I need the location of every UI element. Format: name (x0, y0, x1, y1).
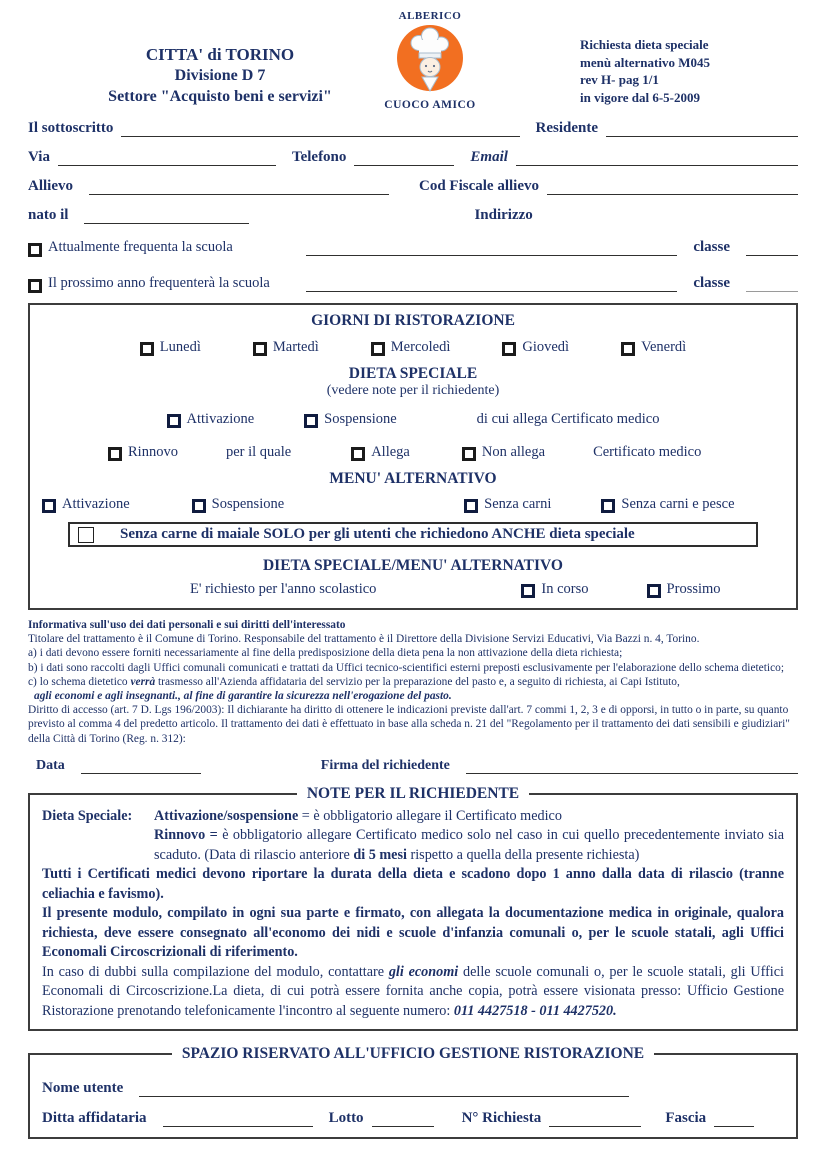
label-attualmente-frequenta: Attualmente frequenta la scuola (48, 239, 233, 255)
doc-rev: rev H- pag 1/1 (580, 72, 659, 87)
checkbox-prossimo-anno[interactable] (28, 279, 42, 293)
subtitle-dieta-speciale: (vedere note per il richiedente) (326, 383, 500, 398)
header (28, 10, 798, 111)
input-line-email[interactable] (516, 148, 798, 166)
row-dieta-attivazione (40, 411, 786, 428)
label-classe-2: classe (693, 275, 730, 291)
checkbox-rinnovo[interactable] (108, 447, 122, 461)
checkbox-dieta-sospensione[interactable] (304, 414, 318, 428)
label-menu-attivazione: Attivazione (62, 496, 130, 512)
label-certificato-medico: Certificato medico (593, 444, 702, 460)
label-prossimo-anno: Il prossimo anno frequenterà la scuola (48, 275, 270, 291)
city-title: CITTA' di TORINO (145, 45, 295, 64)
title-dieta-speciale: DIETA SPECIALE (348, 365, 478, 382)
checkbox-senza-carni[interactable] (464, 499, 478, 513)
input-line-allievo[interactable] (89, 177, 389, 195)
label-richiesto-anno: E' richiesto per l'anno scolastico (190, 581, 377, 597)
label-dieta-attivazione: Attivazione (186, 411, 255, 427)
input-line-sottoscritto[interactable] (121, 119, 519, 137)
privacy-pd: Diritto di accesso (art. 7 D. Lgs 196/2003): Il dichiarante ha diritto di ottenere le indicazioni previste dall'art. 7 commi 1, 2, 3 e di opporsi, in tutto o in parte, su quanto previsto al comma 4 del predetto articolo. Il trattamento dei dati è effettuato in base alla scheda n. 21 del "Regolamento per il trattamento dei dati sensibili e giudiziari" della Città di Torino (Reg. n. 312): (28, 704, 790, 745)
doc-date: in vigore dal 6-5-2009 (580, 89, 701, 105)
privacy-pc2: agli economi e agli insegnanti., al fine di garantire la sicurezza nell'erogazione del pasto. (34, 690, 452, 703)
input-line-data[interactable] (81, 756, 201, 774)
row-nato-il (28, 206, 798, 224)
privacy-notice (28, 618, 798, 746)
label-menu-sospensione: Sospensione (211, 496, 285, 512)
input-line-cod-fiscale[interactable] (547, 177, 798, 195)
input-line-via[interactable] (58, 148, 276, 166)
ufficio-legend: SPAZIO RISERVATO ALL'UFFICIO GESTIONE RISTORAZIONE (181, 1045, 645, 1063)
label-via: Via (28, 149, 50, 165)
label-allega: Allega (371, 444, 410, 460)
checkbox-giovedi[interactable] (502, 342, 516, 356)
label-classe-1: classe (693, 239, 730, 255)
checkbox-mercoledi[interactable] (371, 342, 385, 356)
row-scuola-attuale (28, 238, 798, 256)
note-dieta-speciale: Dieta Speciale: Attivazione/sospensione = è obbligatorio allegare il Certificato medico Rinnovo = è obbligatorio allegare Certificato medico solo nel caso in cui quello precedentemente inviato sia scaduto. (Data di rilascio anteriore di 5 mesi rispetto a quella della presente richiesta) (42, 807, 784, 866)
row-via (28, 148, 798, 166)
label-fascia: Fascia (665, 1110, 707, 1127)
checkbox-senza-maiale[interactable] (78, 527, 94, 543)
input-line-nome-utente[interactable] (139, 1079, 629, 1097)
label-venerdi: Venerdì (641, 339, 687, 355)
row-scuola-prossima (28, 274, 798, 292)
label-senza-maiale: Senza carne di maiale SOLO per gli utenti che richiedono ANCHE dieta speciale (120, 526, 635, 542)
input-line-nato-il[interactable] (84, 206, 249, 224)
note-dieta-label: Dieta Speciale: (42, 807, 133, 824)
privacy-pa: a) i dati devono essere forniti necessariamente al fine della predisposizione della dieta pena la non attivazione della dieta richiesta; (28, 647, 623, 660)
label-data: Data (36, 757, 65, 773)
logo-top-text: ALBERICO (398, 10, 462, 22)
label-n-richiesta: N° Richiesta (461, 1110, 542, 1127)
note-legend: NOTE PER IL RICHIEDENTE (306, 784, 520, 802)
logo-bottom-text: CUOCO AMICO (384, 99, 476, 111)
label-rinnovo: Rinnovo (128, 444, 178, 460)
label-per-il-quale: per il quale (225, 444, 292, 460)
label-email: Email (470, 149, 508, 165)
label-martedi: Martedì (272, 339, 319, 355)
input-line-residente[interactable] (606, 119, 798, 137)
label-nato-il: nato il (28, 207, 69, 223)
note-modulo: Il presente modulo, compilato in ogni sua parte e firmato, con allegata la documentazione medica in originale, qualora richiesta, deve essere consegnato all'economo dei nidi e scuole d'infanzia comunali o, per le scuole statali, agli Uffici Economali Circoscrizionali di riferimento. (42, 905, 784, 961)
document-info (580, 36, 798, 106)
checkbox-in-corso[interactable] (521, 584, 535, 598)
label-di-cui-allega: di cui allega Certificato medico (476, 411, 660, 427)
label-non-allega: Non allega (481, 444, 546, 460)
doc-title: Richiesta dieta speciale (580, 37, 709, 52)
privacy-pb: b) i dati sono raccolti dagli Uffici comunali comunicati e trattati da Uffici tecnico-scientifici esterni preposti esclusivamente per l'elaborazione dello schema dietetico; (28, 661, 784, 674)
checkbox-venerdi[interactable] (621, 342, 635, 356)
row-sottoscritto (28, 119, 798, 137)
input-line-fascia[interactable] (714, 1109, 754, 1127)
checkbox-menu-attivazione[interactable] (42, 499, 56, 513)
title-dieta-menu: DIETA SPECIALE/MENU' ALTERNATIVO (262, 557, 563, 574)
row-nome-utente (42, 1079, 784, 1097)
label-ditta: Ditta affidataria (42, 1110, 147, 1127)
note-certificati: Tutti i Certificati medici devono riportare la durata della dieta e scadono dopo 1 anno dalla data di rilascio (tranne celiachia e favismo). (42, 866, 784, 902)
label-lotto: Lotto (328, 1110, 364, 1127)
input-line-lotto[interactable] (372, 1109, 434, 1127)
input-line-n-richiesta[interactable] (549, 1109, 641, 1127)
label-senza-carni-pesce: Senza carni e pesce (621, 496, 735, 512)
label-lunedi: Lunedì (159, 339, 201, 355)
label-firma: Firma del richiedente (320, 757, 450, 773)
label-prossimo: Prossimo (666, 581, 721, 597)
checkbox-menu-sospensione[interactable] (192, 499, 206, 513)
row-giorni (40, 339, 786, 356)
chef-icon (394, 81, 466, 98)
sector-title: Settore "Acquisto beni e servizi" (108, 88, 332, 105)
row-anno-scolastico (40, 581, 786, 598)
label-il-sottoscritto: Il sottoscritto (28, 120, 114, 136)
doc-code: menù alternativo M045 (580, 54, 710, 70)
row-dieta-rinnovo (40, 444, 786, 461)
label-in-corso: In corso (541, 581, 589, 597)
checkbox-dieta-attivazione[interactable] (167, 414, 181, 428)
title-menu-alternativo: MENU' ALTERNATIVO (329, 470, 497, 487)
checkbox-martedi[interactable] (253, 342, 267, 356)
label-mercoledi: Mercoledì (390, 339, 451, 355)
input-line-scuola-attuale[interactable] (306, 238, 677, 256)
label-senza-carni: Senza carni (484, 496, 552, 512)
label-giovedi: Giovedì (522, 339, 570, 355)
input-line-telefono[interactable] (354, 148, 454, 166)
label-cod-fiscale: Cod Fiscale allievo (419, 178, 539, 194)
checkbox-senza-carni-pesce[interactable] (601, 499, 615, 513)
ristorazione-box (28, 303, 798, 610)
privacy-p1: Titolare del trattamento è il Comune di Torino. Responsabile del trattamento è il Direttore della Divisione Servizi Educativi, Via Bazzi n. 4, Torino. (28, 633, 700, 646)
row-firma (28, 756, 798, 774)
row-ditta (42, 1109, 784, 1127)
row-menu-alternativo (40, 496, 786, 513)
senza-maiale-box (68, 522, 758, 547)
ufficio-box (28, 1045, 798, 1139)
input-line-classe-1[interactable] (746, 238, 798, 256)
checkbox-attualmente-frequenta[interactable] (28, 243, 42, 257)
input-line-ditta[interactable] (163, 1109, 313, 1127)
label-indirizzo: Indirizzo (474, 207, 533, 223)
label-telefono: Telefono (291, 149, 347, 165)
checkbox-non-allega[interactable] (462, 447, 476, 461)
note-dubbi: In caso di dubbi sulla compilazione del modulo, contattare gli economi delle scuole comunali o, per le scuole statali, gli Uffici Economali di Circoscrizione.La dieta, di cui potrà essere fornita anche copia, potrà essere visionata presso: Ufficio Gestione Ristorazione prenotando telefonicamente l'incontro al seguente numero: 011 4427518 - 011 4427520. (42, 963, 784, 1019)
input-line-firma[interactable] (466, 756, 798, 774)
division-title: Divisione D 7 (174, 67, 266, 84)
row-allievo (28, 177, 798, 195)
label-nome-utente: Nome utente (42, 1080, 124, 1097)
privacy-heading: Informativa sull'uso dei dati personali e sui diritti dell'interessato (28, 619, 346, 631)
checkbox-lunedi[interactable] (140, 342, 154, 356)
checkbox-allega[interactable] (351, 447, 365, 461)
input-line-classe-2[interactable] (746, 274, 798, 292)
privacy-pc: c) lo schema dietetico verrà trasmesso all'Azienda affidataria del servizio per la preparazione del pasto e, a seguito di richiesta, ai Capi Istituto, (28, 675, 680, 688)
label-residente: Residente (535, 120, 598, 136)
cuoco-amico-logo (372, 10, 488, 111)
checkbox-prossimo[interactable] (647, 584, 661, 598)
note-richiedente-box (28, 785, 798, 1032)
input-line-scuola-prossima[interactable] (306, 274, 677, 292)
title-giorni-ristorazione: GIORNI DI RISTORAZIONE (311, 312, 515, 329)
city-header (86, 44, 354, 107)
label-allievo: Allievo (28, 178, 73, 194)
label-dieta-sospensione: Sospensione (324, 411, 397, 427)
